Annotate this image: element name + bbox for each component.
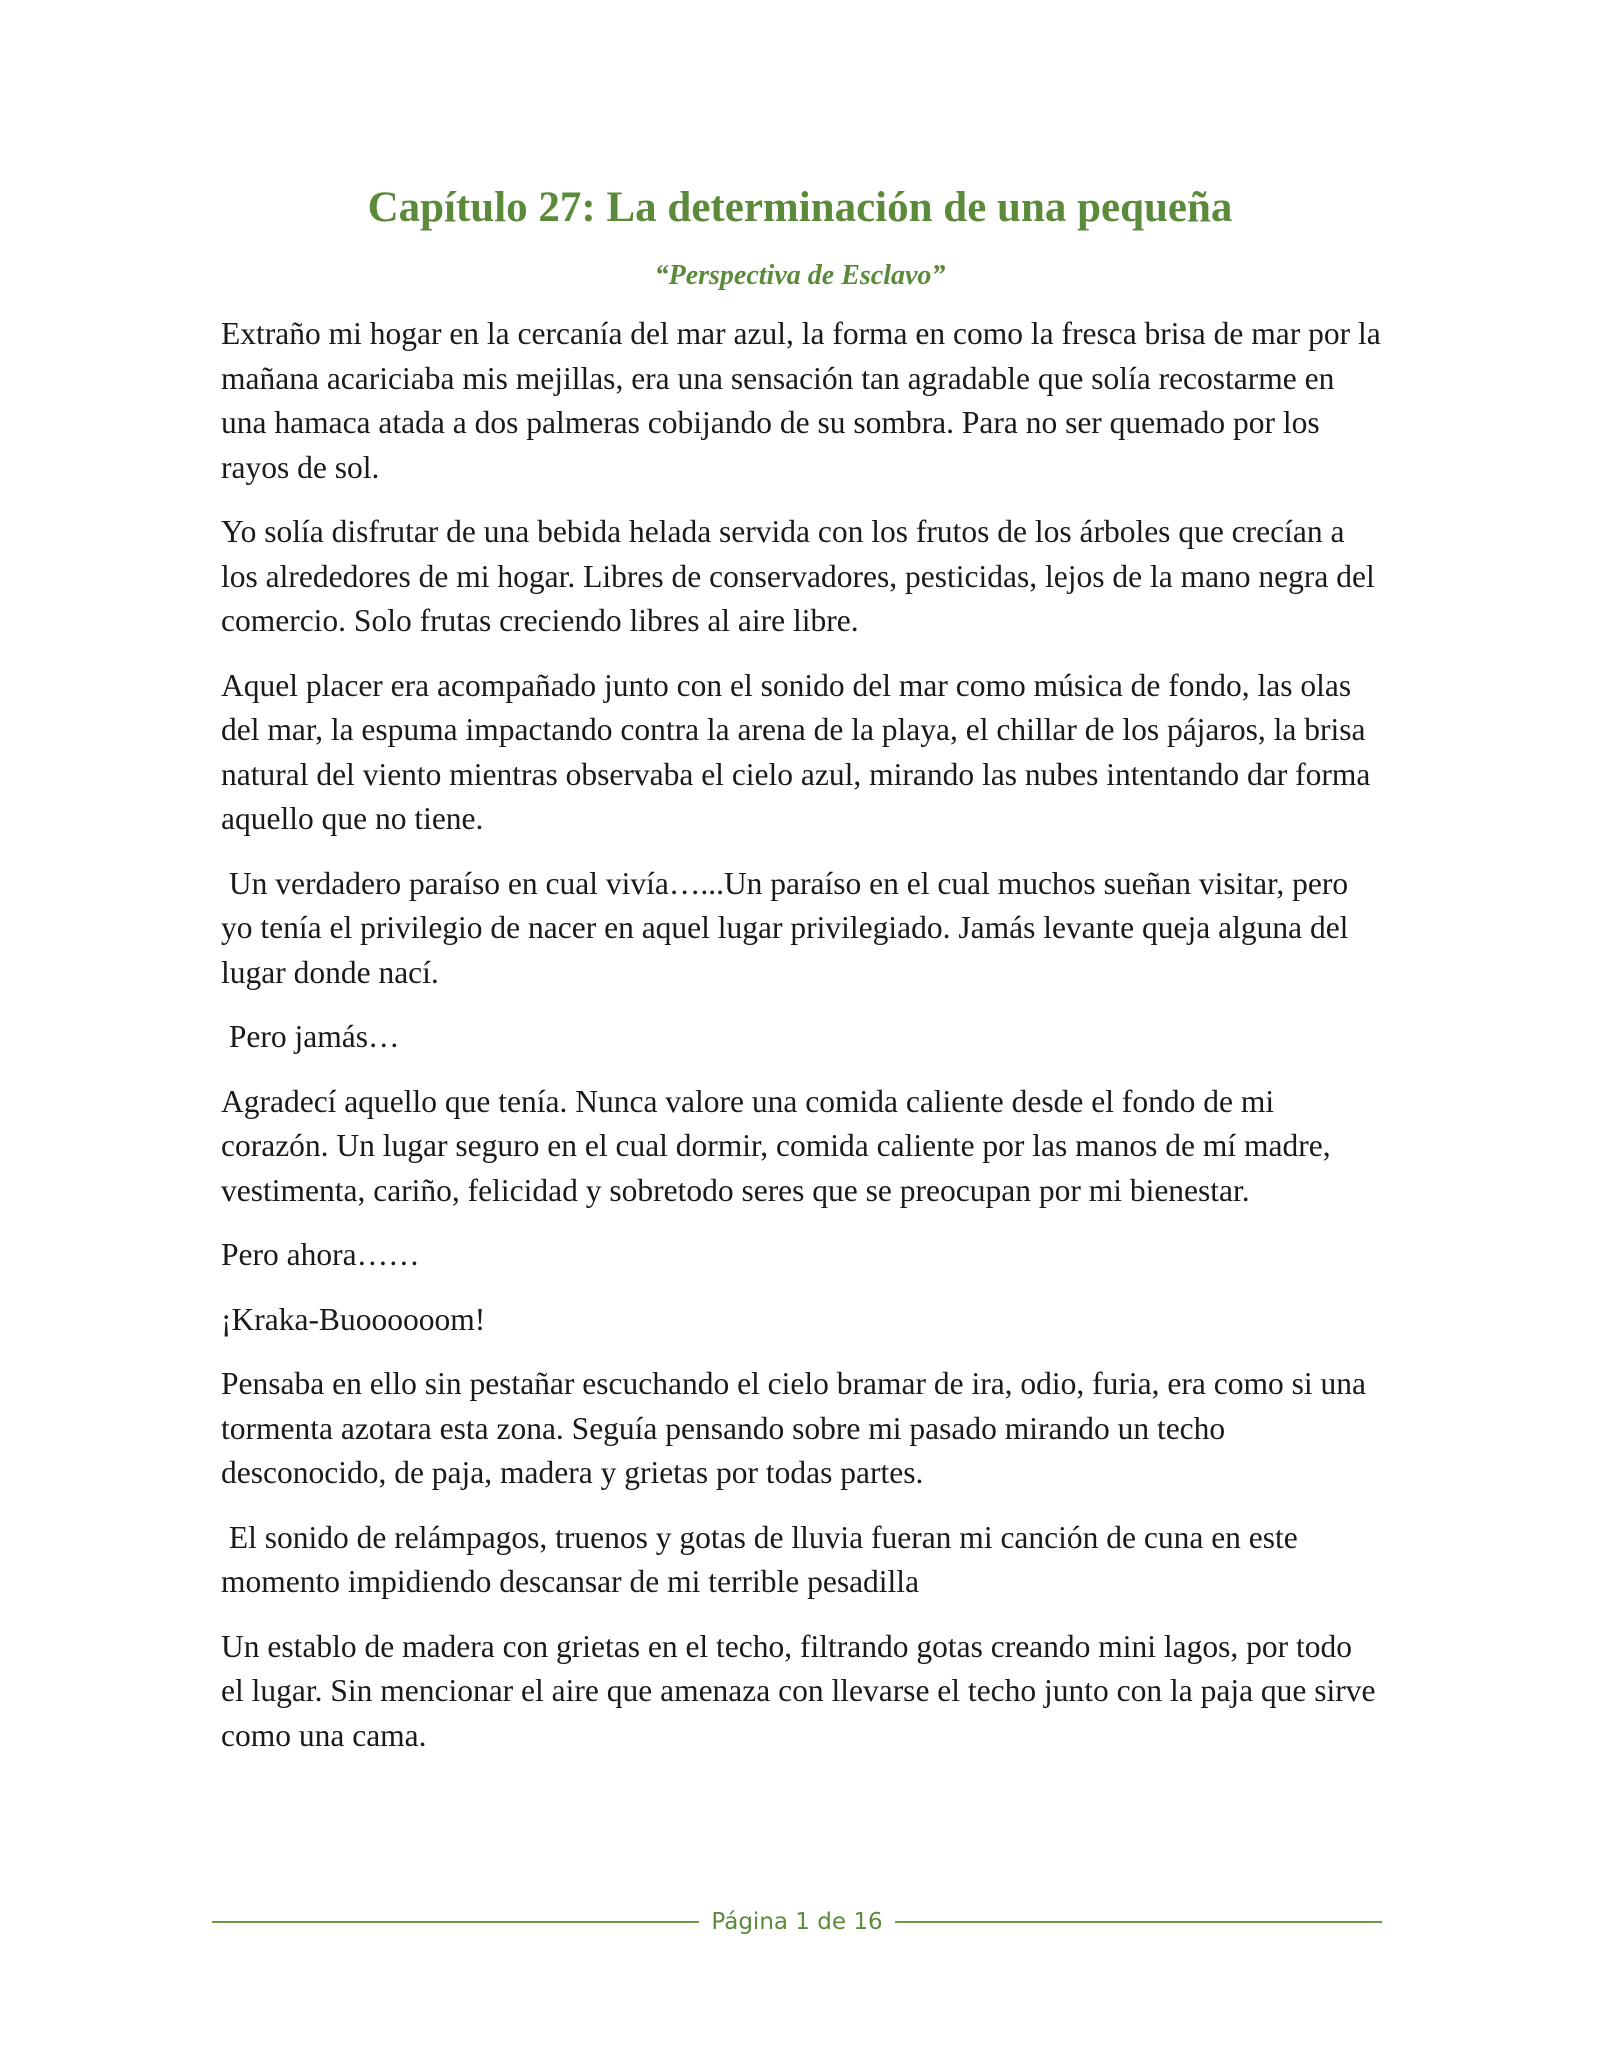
page-footer [212,1902,1382,1942]
body-text [221,312,1381,1778]
paragraph: Pero ahora…… [221,1237,420,1272]
page-number: Página 1 de 16 [711,1909,883,1935]
paragraph: Yo solía disfrutar de una bebida helada servida con los frutos de los árboles que crecían a los alrededores de mi hogar. Libres de conservadores, pesticidas, lejos de la mano negra del comercio. Solo frutas creciendo libres al aire libre. [221,514,1375,638]
paragraph: Un establo de madera con grietas en el techo, filtrando gotas creando mini lagos, por todo el lugar. Sin mencionar el aire que amenaza con llevarse el techo junto con la paja que sirve como una cama. [221,1628,1376,1753]
footer-rule-left [212,1921,699,1923]
paragraph: Extraño mi hogar en la cercanía del mar azul, la forma en como la fresca brisa de mar por la mañana acariciaba mis mejillas, era una sensación tan agradable que solía recostarme en una hamaca atada a dos palmeras cobijando de su sombra. Para no ser quemado por los rayos de sol. [221,316,1381,485]
chapter-title: Capítulo 27: La determinación de una pequeña [367,184,1233,231]
paragraph: Agradecí aquello que tenía. Nunca valore una comida caliente desde el fondo de mi corazón. Un lugar seguro en el cual dormir, comida caliente por las manos de mí madre, vestimenta, cariño, felicidad y sobretodo seres que se preocupan por mi bienestar. [221,1083,1331,1208]
paragraph: Aquel placer era acompañado junto con el sonido del mar como música de fondo, las olas del mar, la espuma impactando contra la arena de la playa, el chillar de los pájaros, la brisa natural del viento mientras observaba el cielo azul, mirando las nubes intentando dar forma aquello que no tiene. [221,667,1371,836]
paragraph: El sonido de relámpagos, truenos y gotas de lluvia fueran mi canción de cuna en este momento impidiendo descansar de mi terrible pesadilla [221,1519,1306,1599]
chapter-subtitle: “Perspectiva de Esclavo” [654,260,946,291]
paragraph: ¡Kraka-Buoooooom! [221,1301,486,1337]
paragraph: Pero jamás… [221,1019,400,1054]
paragraph: Un verdadero paraíso en cual vivía…...Un paraíso en el cual muchos sueñan visitar, pero yo tenía el privilegio de nacer en aquel lugar privilegiado. Jamás levante queja alguna del lugar donde nací. [221,865,1357,990]
paragraph: Pensaba en ello sin pestañar escuchando el cielo bramar de ira, odio, furia, era como si una tormenta azotara esta zona. Seguía pensando sobre mi pasado mirando un techo desconocido, de paja, madera y grietas por todas partes. [221,1366,1366,1490]
footer-rule-right [895,1921,1382,1923]
